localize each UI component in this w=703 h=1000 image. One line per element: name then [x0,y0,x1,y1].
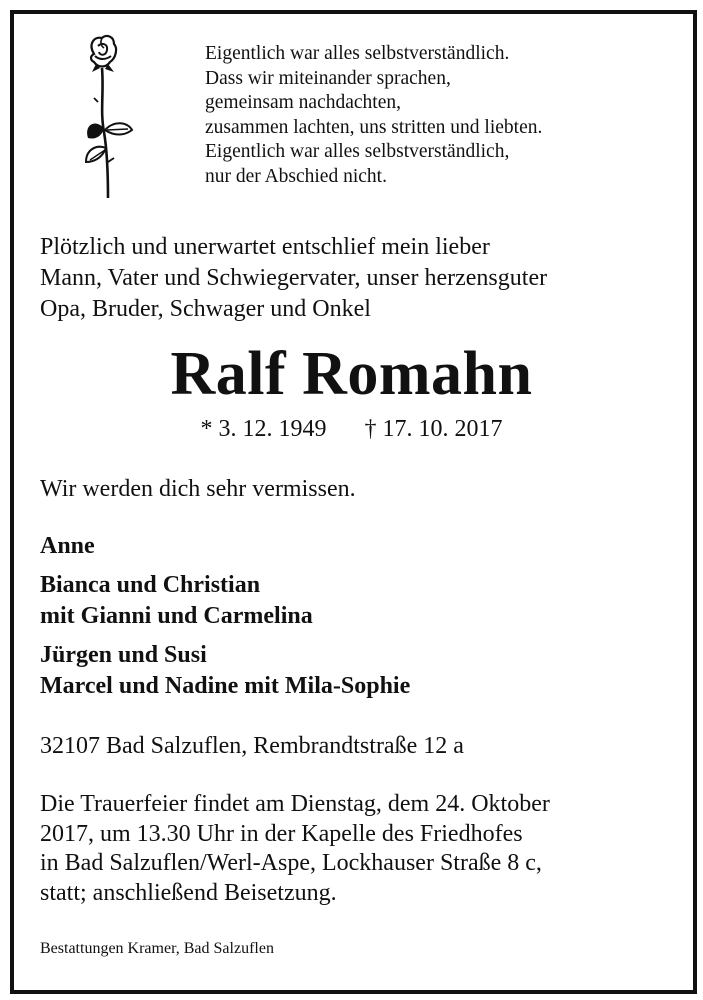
poem-line: Eigentlich war alles selbstverständlich. [205,43,510,64]
funeral-line: statt; anschließend Beisetzung. [40,879,337,906]
funeral-line: in Bad Salzuflen/Werl-Aspe, Lockhauser Straße 8 c, [40,850,542,876]
mourner-line: Marcel und Nadine mit Mila-Sophie [40,673,411,699]
death-date: † 17. 10. 2017 [364,416,503,442]
poem-line: zusammen lachten, uns stritten und liebten. [205,116,543,138]
poem-line: Dass wir miteinander sprachen, [205,67,451,89]
farewell-text: Wir werden dich sehr vermissen. [40,476,356,502]
mourner-group [40,531,95,562]
funeral-notice [40,790,550,908]
funeral-line: 2017, um 13.30 Uhr in der Kapelle des Friedhofes [40,820,523,847]
intro-line: Mann, Vater und Schwiegervater, unser herzensguter [40,265,548,291]
family-address: 32107 Bad Salzuflen, Rembrandtstraße 12 a [40,733,464,759]
mourner-group [40,640,410,702]
mourner-line: mit Gianni und Carmelina [40,603,313,629]
intro-text [40,232,547,325]
life-dates [0,414,703,444]
undertaker-credit: Bestattungen Kramer, Bad Salzuflen [40,940,274,957]
poem [205,42,542,189]
mourner-line: Jürgen und Susi [40,642,207,668]
intro-line: Opa, Bruder, Schwager und Onkel [40,296,371,322]
mourner-group [40,570,313,632]
birth-date: * 3. 12. 1949 [200,416,327,442]
poem-line: nur der Abschied nicht. [205,165,387,187]
poem-line: Eigentlich war alles selbstverständlich, [205,141,510,162]
poem-line: gemeinsam nachdachten, [205,92,401,113]
funeral-line: Die Trauerfeier findet am Dienstag, dem 24. Oktober [40,791,550,817]
intro-line: Plötzlich und unerwartet entschlief mein lieber [40,234,490,260]
mourner-line: Anne [40,533,95,559]
mourner-line: Bianca und Christian [40,572,261,598]
rose-icon [74,32,144,200]
deceased-name: Ralf Romahn [170,340,533,408]
